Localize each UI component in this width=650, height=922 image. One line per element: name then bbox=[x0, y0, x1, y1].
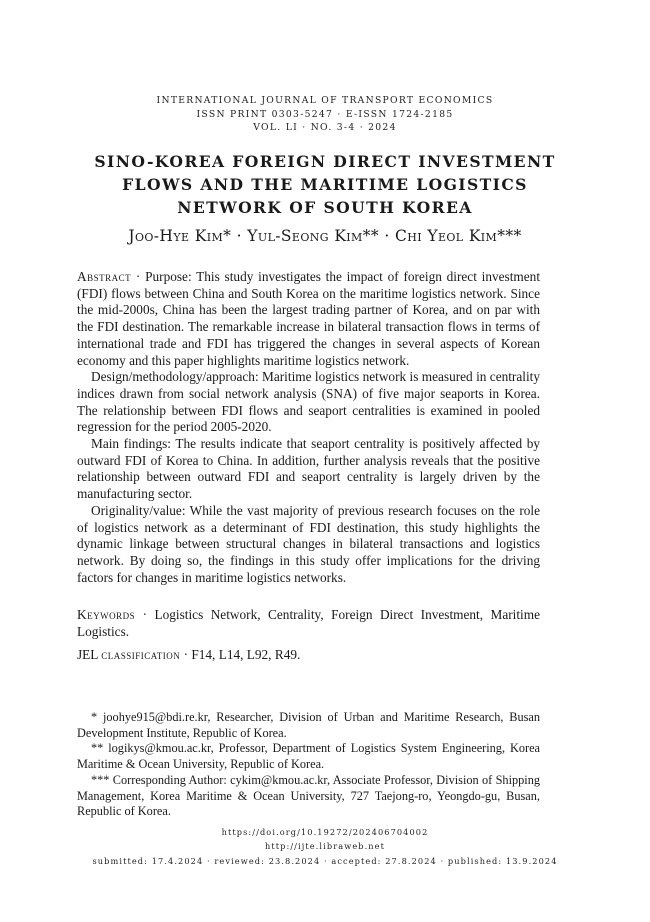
footnote: * joohye915@bdi.re.kr, Researcher, Division of Urban and Maritime Research, Busan Development Institute, Republic of Korea. bbox=[77, 710, 540, 740]
abstract-paragraph: Design/methodology/approach: Maritime logistics network is measured in centrality indices drawn from social network analysis (SNA) of five major seaports in Korea. The relationship between FDI flows and seaport centralities is examined in pooled regression for the period 2005-2020. bbox=[77, 369, 540, 435]
journal-header bbox=[0, 94, 650, 135]
keywords-text: Logistics Network, Centrality, Foreign Direct Investment, Maritime Logistics. bbox=[77, 607, 540, 639]
jel-label: classification bbox=[101, 647, 181, 662]
jel-label-prefix: JEL bbox=[77, 647, 98, 662]
author-footnotes bbox=[77, 710, 540, 820]
abstract-paragraph bbox=[77, 269, 540, 369]
title-line: NETWORK OF SOUTH KOREA bbox=[177, 198, 473, 217]
abstract-separator: · bbox=[131, 269, 146, 284]
doi-link[interactable]: https://doi.org/10.19272/202406704002 bbox=[221, 827, 429, 837]
keywords: Keywords · Logistics Network, Centrality, Foreign Direct Investment, Maritime Logistics. bbox=[77, 607, 540, 639]
author-list: Joo-Hye Kim* · Yul-Seong Kim** · Chi Yeol Kim*** bbox=[128, 227, 522, 245]
page-footer bbox=[0, 825, 650, 868]
publication-dates: submitted: 17.4.2024 · reviewed: 23.8.2024 · accepted: 27.8.2024 · published: 13.9.2024 bbox=[92, 855, 558, 866]
website-link[interactable]: http://ijte.libraweb.net bbox=[264, 841, 386, 852]
journal-name: INTERNATIONAL JOURNAL OF TRANSPORT ECONOMICS bbox=[156, 95, 494, 106]
abstract bbox=[77, 269, 540, 586]
abstract-paragraph: Originality/value: While the vast majority of previous research focuses on the role of logistics network as a determinant of FDI destination, this study highlights the dynamic linkage between structural changes in bilateral transactions and logistics network. By doing so, the findings in this study offer implications for the driving factors for changes in maritime logistics networks. bbox=[77, 502, 540, 585]
title-line: FLOWS AND THE MARITIME LOGISTICS bbox=[122, 175, 528, 194]
article-title bbox=[60, 150, 590, 219]
abstract-paragraph: Main findings: The results indicate that seaport centrality is positively affected by outward FDI of Korea to China. In addition, further analysis reveals that the positive relationship between outward FDI and seaport centrality is largely driven by the manufacturing sector. bbox=[77, 436, 540, 502]
jel-classification: JEL classification · F14, L14, L92, R49. bbox=[77, 647, 301, 662]
footnote: *** Corresponding Author: cykim@kmou.ac.kr, Associate Professor, Division of Shipping Management, Korea Maritime & Ocean University, 727 Taejong-ro, Yeongdo-gu, Busan, Republic of Korea. bbox=[77, 772, 540, 819]
keywords-label: Keywords bbox=[77, 607, 136, 622]
journal-volume: VOL. LI · NO. 3-4 · 2024 bbox=[253, 122, 397, 133]
journal-issn: ISSN PRINT 0303-5247 · E-ISSN 1724-2185 bbox=[196, 108, 454, 120]
title-line: SINO-KOREA FOREIGN DIRECT INVESTMENT bbox=[94, 152, 556, 171]
jel-codes: F14, L14, L92, R49. bbox=[191, 647, 301, 662]
abstract-label: Abstract bbox=[77, 269, 132, 284]
footnote: ** logikys@kmou.ac.kr, Professor, Department of Logistics System Engineering, Korea Maritime & Ocean University, Republic of Korea. bbox=[77, 741, 540, 772]
abstract-text: Purpose: This study investigates the impact of foreign direct investment (FDI) flows between China and South Korea on the maritime logistics network. Since the mid-2000s, China has been the largest trading partner of Korea, and on par with the FDI destination. The remarkable increase in bilateral transaction flows in terms of international trade and FDI has triggered the changes in several aspects of Korean economy and this paper highlights maritime logistics network. bbox=[77, 269, 541, 368]
